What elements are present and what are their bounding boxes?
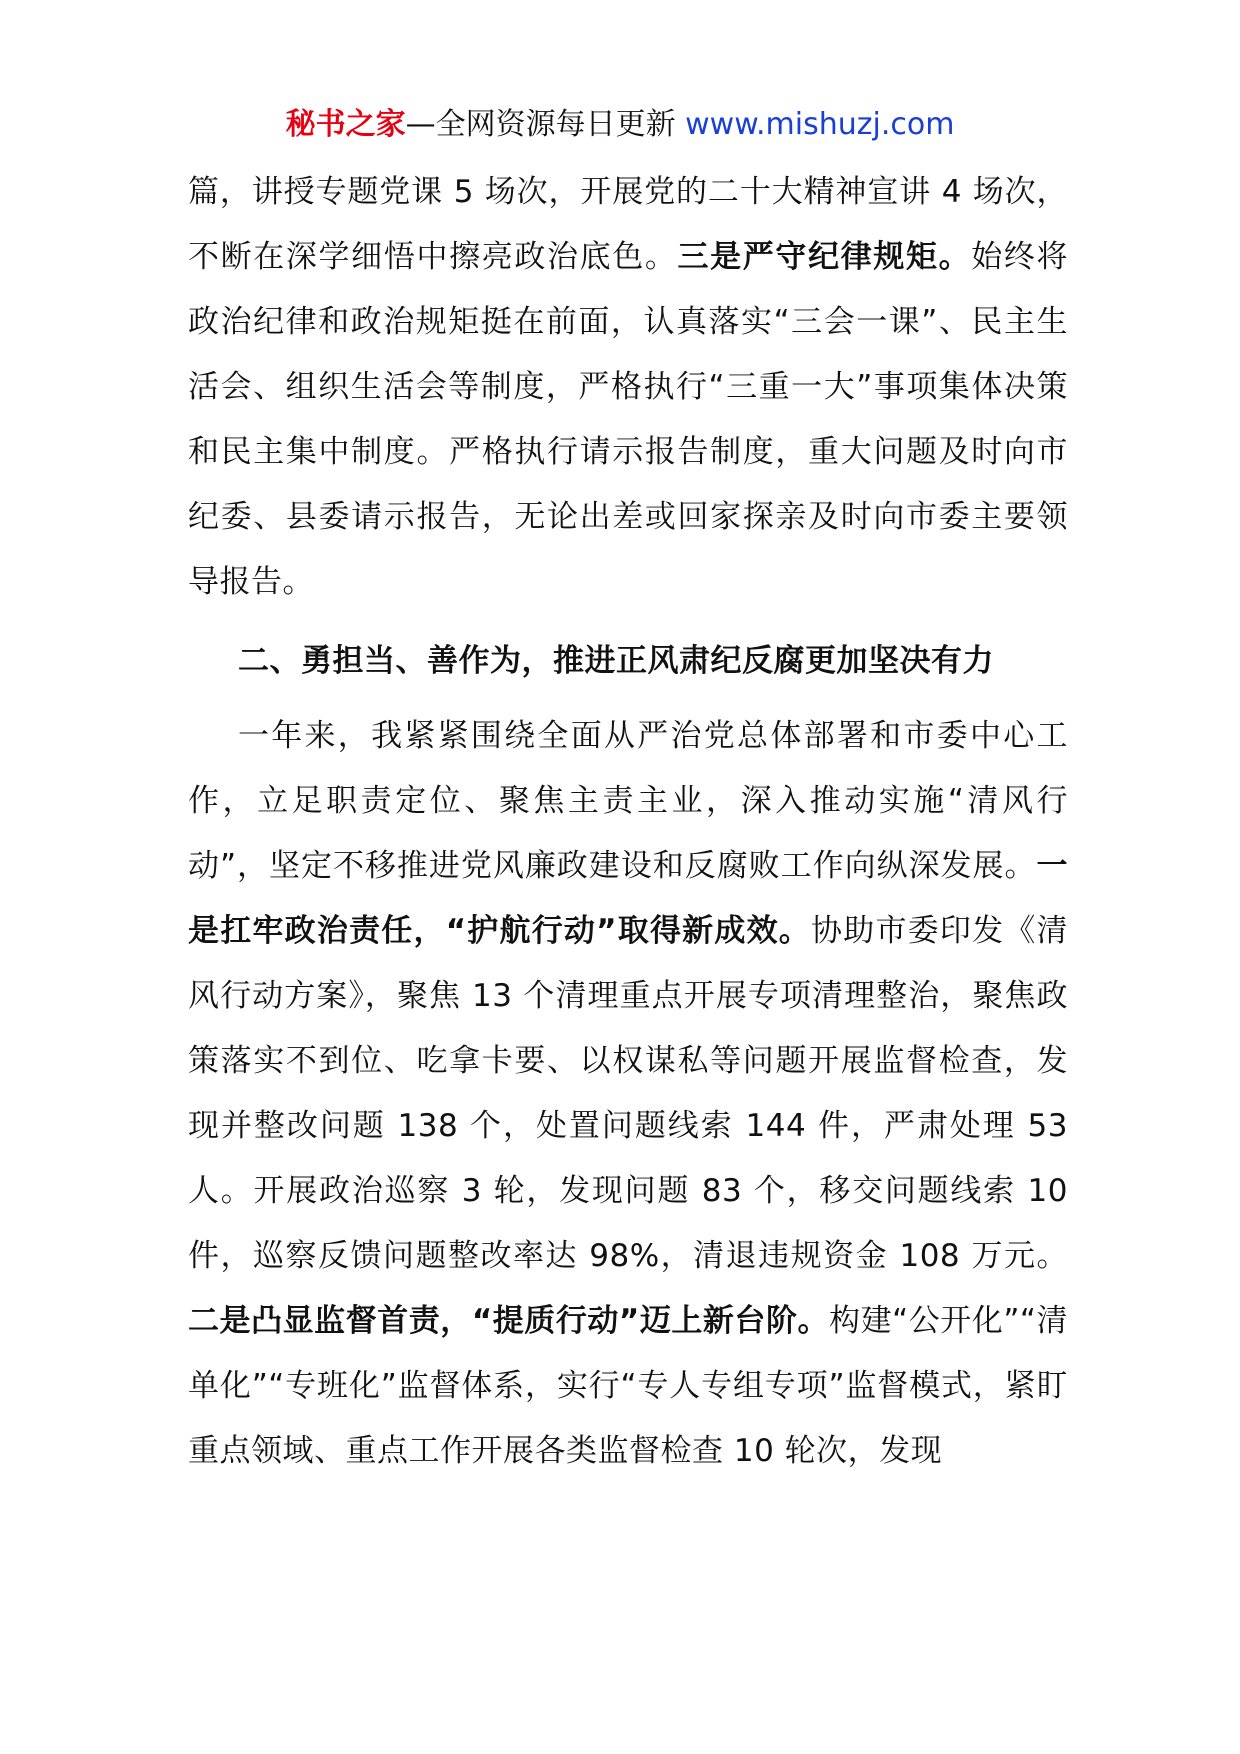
bold-lead-phrase: 二是凸显监督首责，“提质行动”迈上新台阶。: [188, 1303, 830, 1339]
site-brand-name: 秘书之家: [285, 107, 406, 142]
site-url-link[interactable]: www.mishuzj.com: [685, 107, 955, 142]
bold-lead-phrase: 一是扛牢政治责任，“护航行动”取得新成效。: [188, 848, 1068, 949]
paragraph-section-two: [188, 704, 1068, 1484]
site-tagline: —全网资源每日更新: [405, 107, 686, 142]
bold-lead-phrase: 三是严守纪律规矩。: [677, 239, 972, 275]
paragraph-text: 构建“公开化”“清单化”“专班化”监督体系，实行“专人专组专项”监督模式，紧盯重点领域、重点工作开展各类监督检查 10 轮次，发现: [188, 1303, 1068, 1469]
paragraph-text: 始终将政治纪律和政治规矩挺在前面，认真落实“三会一课”、民主生活会、组织生活会等制度，严格执行“三重一大”事项集体决策和民主集中制度。严格执行请示报告制度，重大问题及时向市纪委、县委请示报告，无论出差或回家探亲及时向市委主要领导报告。: [188, 239, 1069, 600]
site-watermark-header: [0, 100, 1240, 150]
paragraph-text: 篇，讲授专题党课 5 场次，开展党的二十大精神宣讲 4 场次，不断在深学细悟中擦亮政治底色。: [188, 174, 1068, 275]
section-heading: 二、勇担当、善作为，推进正风肃纪反腐更加坚决有力: [238, 643, 994, 679]
document-body: [188, 160, 1068, 1484]
paragraph-text: 协助市委印发《清风行动方案》，聚焦 13 个清理重点开展专项清理整治，聚焦政策落实不到位、吃拿卡要、以权谋私等问题开展监督检查，发现并整改问题 138 个，处置问题线索 144 件，严肃处理 53 人。开展政治巡察 3 轮，发现问题 83 个，移交问题线索 10 件，巡察反馈问题整改率达 98%，清退违规资金 108 万元。: [188, 913, 1069, 1274]
paragraph-continued: [188, 160, 1068, 615]
paragraph-text: 一年来，我紧紧围绕全面从严治党总体部署和市委中心工作，立足职责定位、聚焦主责主业，深入推动实施“清风行动”，坚定不移推进党风廉政建设和反腐败工作向纵深发展。: [188, 718, 1068, 884]
